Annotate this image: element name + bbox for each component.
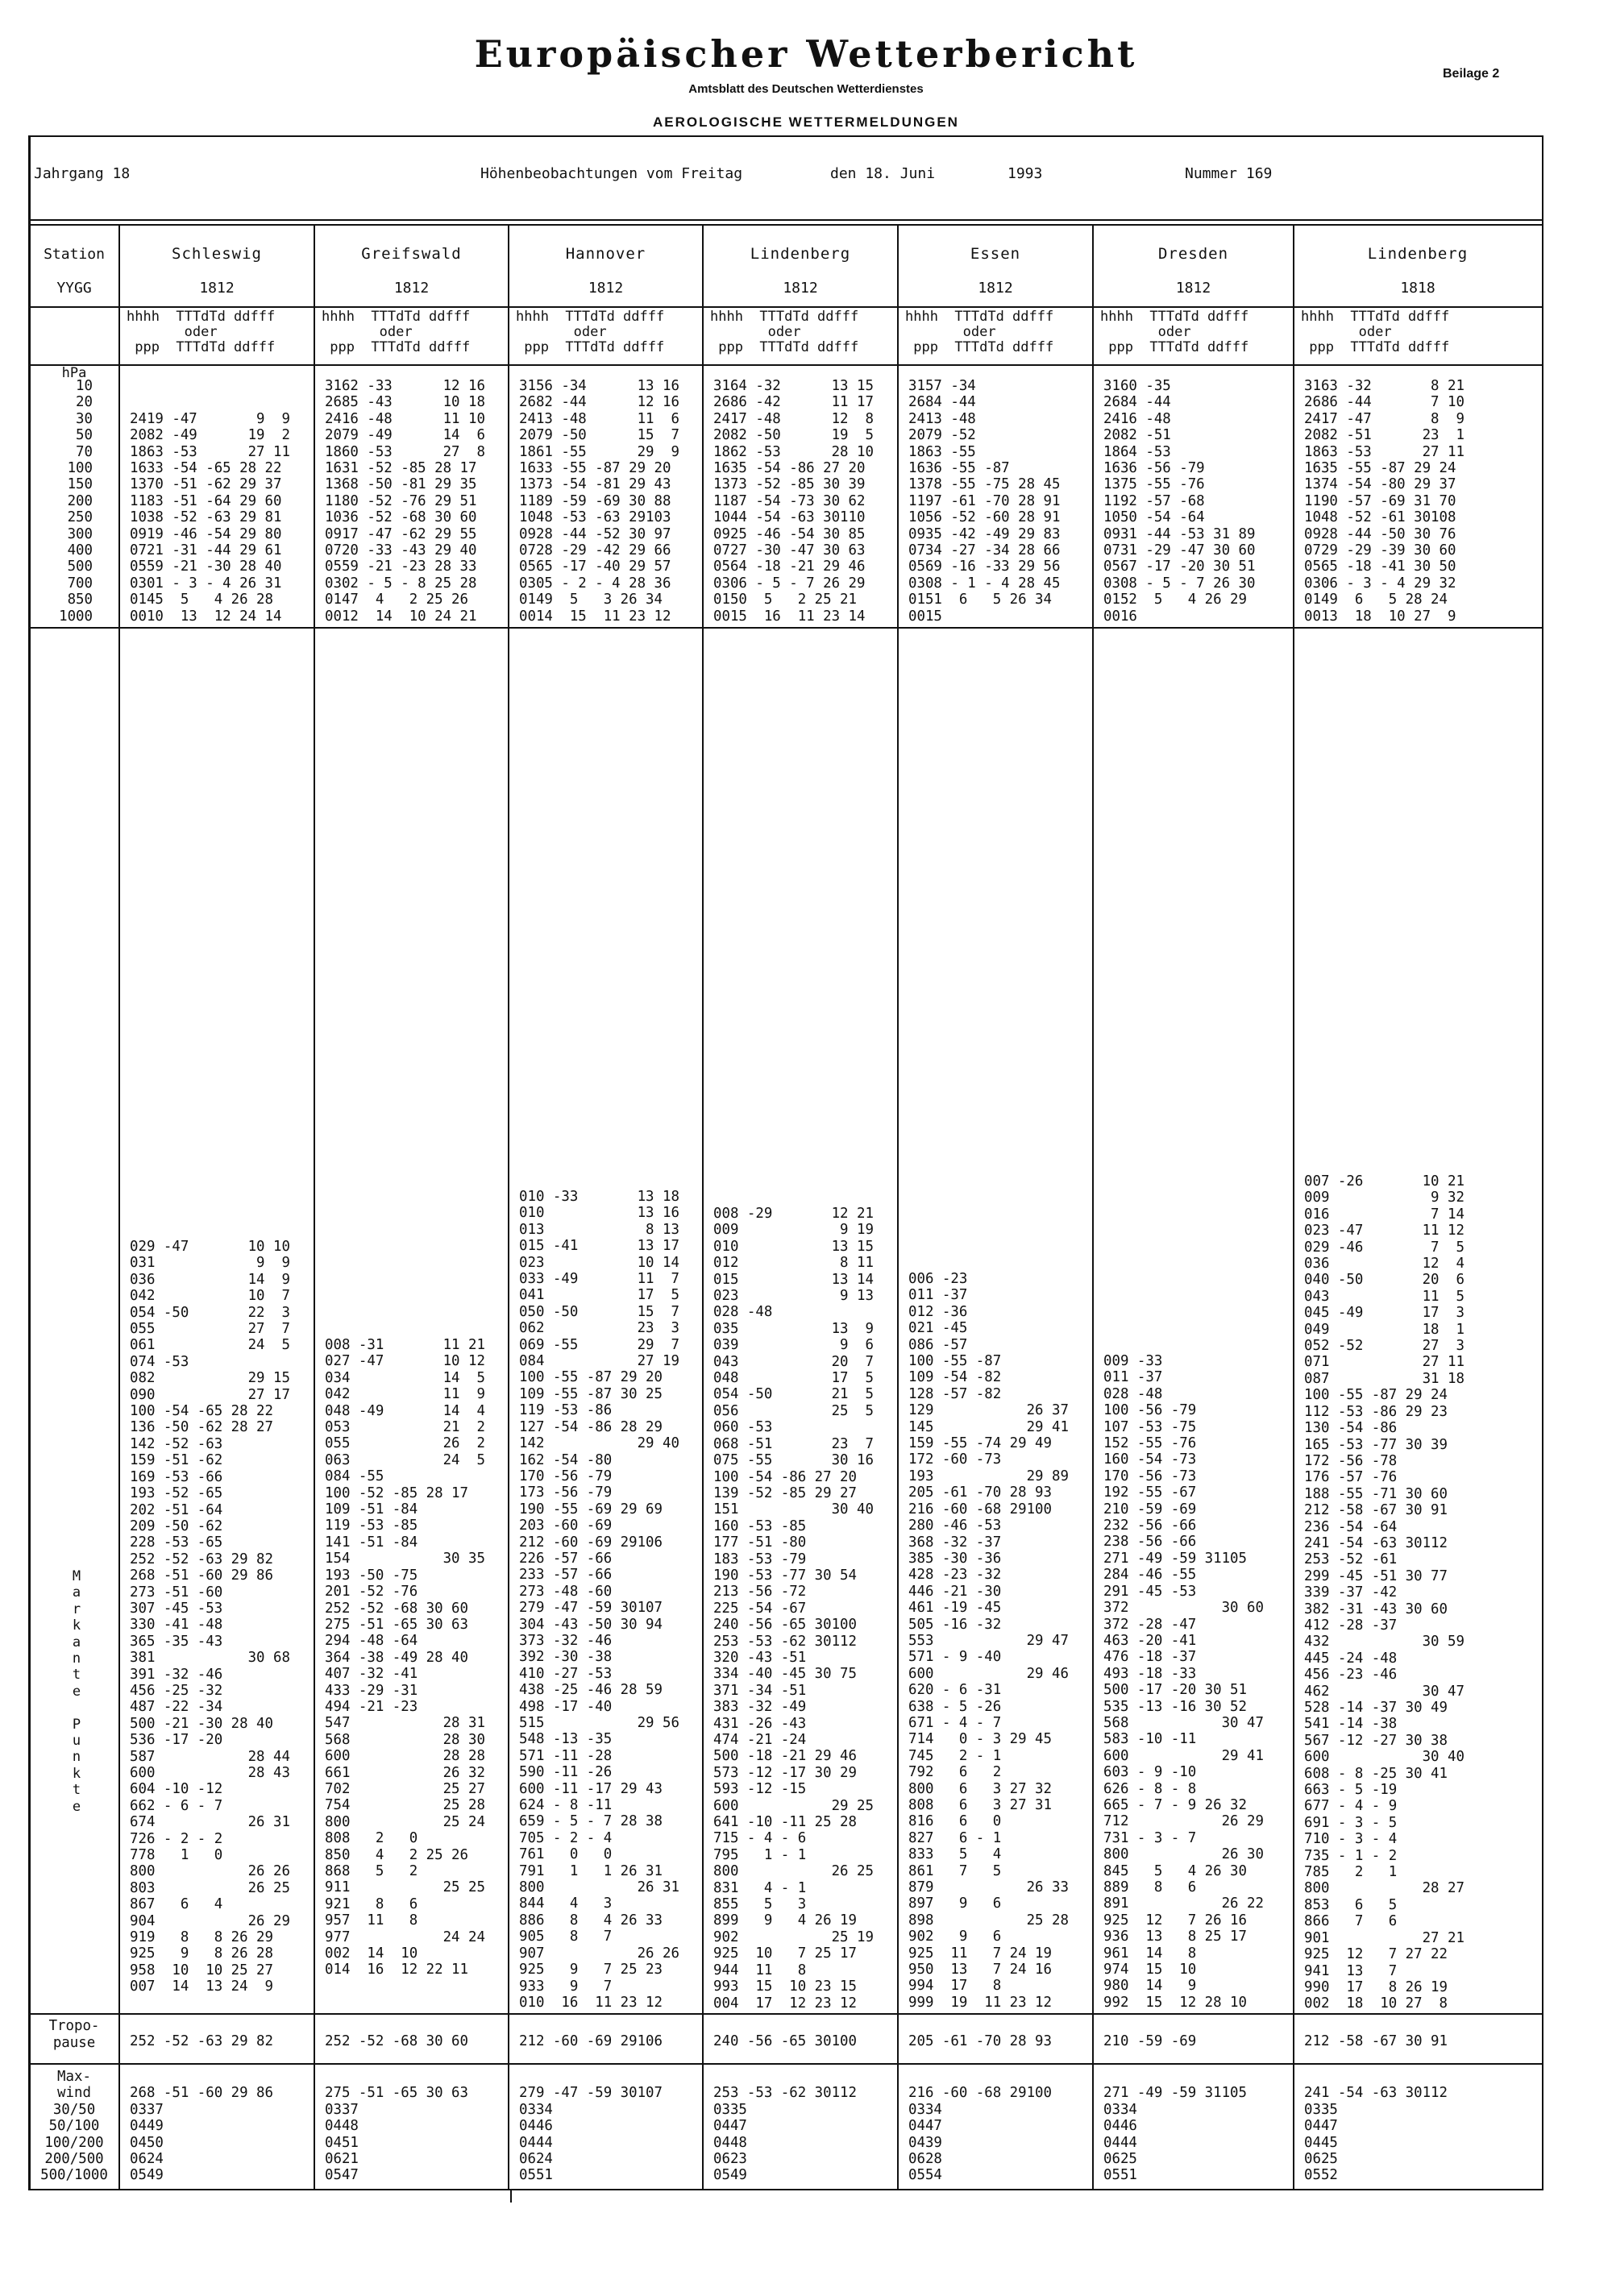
- observation-label: Höhenbeobachtungen vom Freitag: [480, 165, 743, 182]
- station-name: Dresden: [1157, 245, 1229, 263]
- rule-info: [28, 219, 1543, 221]
- col-divider-6: [1293, 224, 1294, 2190]
- tropopause-value: 210 -59 -69: [1103, 2033, 1197, 2049]
- markante-punkte-block: 006 -23 011 -37 012 -36 021 -45 086 -57 100 -55 -87 109 -54 -82 128 -57 -82 129 26 37 145 29 41 159 -55 -74 29 49 172 -60 -73 193 29 89 205 -61 -70 28 93 216 -60 -68 29100 280 -46 -53 368 -32 -37 385 -30 -36 428 -23 -32 446 -21 -30 461 -19 -45 505 -16 -32 553 29 47 571 - 9 -40 600 29 46 620 - 6 -31 638 - 5 -26 671 - 4 - 7 714 0 - 3 29 45 745 2 - 1 792 6 2 800 6 3 27 32 808 6 3 27 31 816 6 0 827 6 - 1 833 5 4 861 7 5 879 26 33 897 9 6 898 25 28 902 9 6 925 11 7 24 19 950 13 7 24 16 994 17 8 999 19 11 23 12: [908, 1271, 1069, 2011]
- station-name: Essen: [970, 245, 1021, 263]
- maxwind-block: 275 -51 -65 30 63 0337 0448 0451 0621 0547: [325, 2085, 468, 2184]
- col-divider-tail: [510, 2190, 512, 2203]
- rule-station: [28, 306, 1543, 308]
- standard-levels-block: 3162 -33 12 16 2685 -43 10 18 2416 -48 11 10 2079 -49 14 6 1860 -53 27 8 1631 -52 -85 28 17 1368 -50 -81 29 35 1180 -52 -76 29 51 1036 -52 -68 30 60 0917 -47 -62 29 55 0720 -33 -43 29 40 0559 -21 -23 28 33 0302 - 5 - 8 25 28 0147 4 2 25 26 0012 14 10 24 21: [325, 378, 485, 625]
- col-divider-0: [118, 224, 120, 2190]
- markante-punkte-block: 008 -31 11 21 027 -47 10 12 034 14 5 042 11 9 048 -49 14 4 053 21 2 055 26 2 063 24 5 084 -55 100 -52 -85 28 17 109 -51 -84 119 -53 -85 141 -51 -84 154 30 35 193 -50 -75 201 -52 -76 252 -52 -68 30 60 275 -51 -65 30 63 294 -48 -64 364 -38 -49 28 40 407 -32 -41 433 -29 -31 494 -21 -23 547 28 31 568 28 30 600 28 28 661 26 32 702 25 27 754 25 28 800 25 24 808 2 0 850 4 2 25 26 868 5 2 911 25 25 921 8 6 957 11 8 977 24 24 002 14 10 014 16 12 22 11: [325, 1337, 485, 1978]
- column-header: hhhh TTTdTd ddfff oder ppp TTTdTd ddfff: [322, 309, 471, 355]
- column-header: hhhh TTTdTd ddfff oder ppp TTTdTd ddfff: [127, 309, 276, 355]
- document-subtitle: Amtsblatt des Deutschen Wetterdienstes: [688, 82, 924, 96]
- document-title: Europäischer Wetterbericht: [474, 32, 1138, 76]
- standard-levels-block: 2419 -47 9 9 2082 -49 19 2 1863 -53 27 11 1633 -54 -65 28 22 1370 -51 -62 29 37 1183 -51 -64 29 60 1038 -52 -63 29 81 0919 -46 -54 29 80 0721 -31 -44 29 61 0559 -21 -30 28 40 0301 - 3 - 4 26 31 0145 5 4 26 28 0010 13 12 24 14: [130, 410, 290, 625]
- station-label: Station: [44, 246, 105, 263]
- col-divider-5: [1092, 224, 1094, 2190]
- col-divider-4: [897, 224, 899, 2190]
- station-yygg: 1812: [199, 280, 235, 297]
- maxwind-block: 271 -49 -59 31105 0334 0446 0444 0625 0551: [1103, 2085, 1247, 2184]
- standard-levels-block: 3156 -34 13 16 2682 -44 12 16 2413 -48 11 6 2079 -50 15 7 1861 -55 29 9 1633 -55 -87 29 20 1373 -54 -81 29 43 1189 -59 -69 30 88 1048 -53 -63 29103 0928 -44 -52 30 97 0728 -29 -42 29 66 0565 -17 -40 29 57 0305 - 2 - 4 28 36 0149 5 3 26 34 0014 15 11 23 12: [519, 378, 679, 625]
- markante-punkte-label: M a r k a n t e P u n k t e: [72, 1568, 81, 1815]
- rule-column-header: [28, 364, 1543, 366]
- station-name: Schleswig: [172, 245, 262, 263]
- station-name: Greifswald: [361, 245, 462, 263]
- station-yygg: 1812: [588, 280, 624, 297]
- jahrgang: Jahrgang 18: [34, 165, 131, 182]
- station-name: Lindenberg: [750, 245, 851, 263]
- maxwind-block: 268 -51 -60 29 86 0337 0449 0450 0624 0549: [130, 2085, 273, 2184]
- column-header: hhhh TTTdTd ddfff oder ppp TTTdTd ddfff: [905, 309, 1054, 355]
- standard-levels-block: 3164 -32 13 15 2686 -42 11 17 2417 -48 12 8 2082 -50 19 5 1862 -53 28 10 1635 -54 -86 27 20 1373 -52 -85 30 39 1187 -54 -73 30 62 1044 -54 -63 30110 0925 -46 -54 30 85 0727 -30 -47 30 63 0564 -18 -21 29 46 0306 - 5 - 7 26 29 0150 5 2 25 21 0015 16 11 23 14: [713, 378, 874, 625]
- tropopause-value: 205 -61 -70 28 93: [908, 2033, 1052, 2049]
- col-divider-3: [702, 224, 704, 2190]
- station-yygg: 1812: [393, 280, 430, 297]
- beilage-label: Beilage 2: [1443, 67, 1500, 81]
- station-name: Lindenberg: [1367, 245, 1469, 263]
- markante-punkte-block: 010 -33 13 18 010 13 16 013 8 13 015 -41 13 17 023 10 14 033 -49 11 7 041 17 5 050 -50 15 7 062 23 3 069 -55 29 7 084 27 19 100 -55 -87 29 20 109 -55 -87 30 25 119 -53 -86 127 -54 -86 28 29 142 29 40 162 -54 -80 170 -56 -79 173 -56 -79 190 -55 -69 29 69 203 -60 -69 212 -60 -69 29106 226 -57 -66 233 -57 -66 273 -48 -60 279 -47 -59 30107 304 -43 -50 30 94 373 -32 -46 392 -30 -38 410 -27 -53 438 -25 -46 28 59 498 -17 -40 515 29 56 548 -13 -35 571 -11 -28 590 -11 -26 600 -11 -17 29 43 624 - 8 -11 659 - 5 - 7 28 38 705 - 2 - 4 761 0 0 791 1 1 26 31 800 26 31 844 4 3 886 8 4 26 33 905 8 7 907 26 26 925 9 7 25 23 933 9 7 010 16 11 23 12: [519, 1189, 679, 2011]
- column-header: hhhh TTTdTd ddfff oder ppp TTTdTd ddfff: [516, 309, 665, 355]
- tropopause-value: 212 -58 -67 30 91: [1304, 2033, 1448, 2049]
- station-yygg: 1812: [783, 280, 818, 297]
- station-yygg: 1812: [978, 280, 1013, 297]
- issue-number: Nummer 169: [1185, 165, 1273, 182]
- markante-punkte-block: 009 -33 011 -37 028 -48 100 -56 -79 107 -53 -75 152 -55 -76 160 -54 -73 170 -56 -73 192 -55 -67 210 -59 -69 232 -56 -66 238 -56 -66 271 -49 -59 31105 284 -46 -55 291 -45 -53 372 30 60 372 -28 -47 463 -20 -41 476 -18 -37 493 -18 -33 500 -17 -20 30 51 535 -13 -16 30 52 568 30 47 583 -10 -11 600 29 41 603 - 9 -10 626 - 8 - 8 665 - 7 - 9 26 32 712 26 29 731 - 3 - 7 800 26 30 845 5 4 26 30 889 8 6 891 26 22 925 12 7 26 16 936 13 8 25 17 961 14 8 974 15 10 980 14 9 992 15 12 28 10: [1103, 1353, 1264, 2011]
- tropopause-value: 240 -56 -65 30100: [713, 2033, 857, 2049]
- tropopause-value: 252 -52 -68 30 60: [325, 2033, 468, 2049]
- standard-levels-block: 3160 -35 2684 -44 2416 -48 2082 -51 1864 -53 1636 -56 -79 1375 -55 -76 1192 -57 -68 1050 -54 -64 0931 -44 -53 31 89 0731 -29 -47 30 60 0567 -17 -20 30 51 0308 - 5 - 7 26 30 0152 5 4 26 29 0016: [1103, 378, 1256, 625]
- rule-tropopause: [28, 2063, 1543, 2065]
- col-divider-1: [314, 224, 315, 2190]
- observation-year: 1993: [1008, 165, 1043, 182]
- maxwind-block: 253 -53 -62 30112 0335 0447 0448 0623 0549: [713, 2085, 857, 2184]
- maxwind-block: 241 -54 -63 30112 0335 0447 0445 0625 0552: [1304, 2085, 1448, 2184]
- tropopause-label: Tropo- pause: [48, 2018, 100, 2051]
- tropopause-value: 252 -52 -63 29 82: [130, 2033, 273, 2049]
- rule-info-2: [28, 224, 1543, 226]
- station-name: Hannover: [565, 245, 646, 263]
- maxwind-block: 279 -47 -59 30107 0334 0446 0444 0624 0551: [519, 2085, 663, 2184]
- standard-levels-block: 3157 -34 2684 -44 2413 -48 2079 -52 1863 -55 1636 -55 -87 1378 -55 -75 28 45 1197 -61 -70 28 91 1056 -52 -60 28 91 0935 -42 -49 29 83 0734 -27 -34 28 66 0569 -16 -33 29 56 0308 - 1 - 4 28 45 0151 6 5 26 34 0015: [908, 378, 1061, 625]
- pressure-levels: 10 20 30 50 70 100 150 200 250 300 400 500 700 850 1000: [59, 378, 93, 625]
- markante-punkte-block: 008 -29 12 21 009 9 19 010 13 15 012 8 11 015 13 14 023 9 13 028 -48 035 13 9 039 9 6 043 20 7 048 17 5 054 -50 21 5 056 25 5 060 -53 068 -51 23 7 075 -55 30 16 100 -54 -86 27 20 139 -52 -85 29 27 151 30 40 160 -53 -85 177 -51 -80 183 -53 -79 190 -53 -77 30 54 213 -56 -72 225 -54 -67 240 -56 -65 30100 253 -53 -62 30112 320 -43 -51 334 -40 -45 30 75 371 -34 -51 383 -32 -49 431 -26 -43 474 -21 -24 500 -18 -21 29 46 573 -12 -17 30 29 593 -12 -15 600 29 25 641 -10 -11 25 28 715 - 4 - 6 795 1 - 1 800 26 25 831 4 - 1 855 5 3 899 9 4 26 19 902 25 19 925 10 7 25 17 944 11 8 993 15 10 23 15 004 17 12 23 12: [713, 1206, 874, 2012]
- markante-punkte-block: 007 -26 10 21 009 9 32 016 7 14 023 -47 11 12 029 -46 7 5 036 12 4 040 -50 20 6 043 11 5 045 -49 17 3 049 18 1 052 -52 27 3 071 27 11 087 31 18 100 -55 -87 29 24 112 -53 -86 29 23 130 -54 -86 165 -53 -77 30 39 172 -56 -78 176 -57 -76 188 -55 -71 30 60 212 -58 -67 30 91 236 -54 -64 241 -54 -63 30112 253 -52 -61 299 -45 -51 30 77 339 -37 -42 382 -31 -43 30 60 412 -28 -37 432 30 59 445 -24 -48 456 -23 -46 462 30 47 528 -14 -37 30 49 541 -14 -38 567 -12 -27 30 38 600 30 40 608 - 8 -25 30 41 663 - 5 -19 677 - 4 - 9 691 - 3 - 5 710 - 3 - 4 735 - 1 - 2 785 2 1 800 28 27 853 6 5 866 7 6 901 27 21 925 12 7 27 22 941 13 7 990 17 8 26 19 002 18 10 27 8: [1304, 1173, 1465, 2012]
- yygg-label: YYGG: [56, 280, 92, 297]
- maxwind-block: 216 -60 -68 29100 0334 0447 0439 0628 0554: [908, 2085, 1052, 2184]
- column-header: hhhh TTTdTd ddfff oder ppp TTTdTd ddfff: [710, 309, 859, 355]
- station-yygg: 1818: [1400, 280, 1435, 297]
- maxwind-label: Max- wind 30/50 50/100 100/200 200/500 500/1000: [40, 2069, 108, 2184]
- standard-levels-block: 3163 -32 8 21 2686 -44 7 10 2417 -47 8 9 2082 -51 23 1 1863 -53 27 11 1635 -55 -87 29 24 1374 -54 -80 29 37 1190 -57 -69 31 70 1048 -52 -61 30108 0928 -44 -50 30 76 0729 -29 -39 30 60 0565 -18 -41 30 50 0306 - 3 - 4 29 32 0149 6 5 28 24 0013 18 10 27 9: [1304, 378, 1465, 625]
- station-yygg: 1812: [1175, 280, 1211, 297]
- tropopause-value: 212 -60 -69 29106: [519, 2033, 663, 2049]
- section-heading: AEROLOGISCHE WETTERMELDUNGEN: [653, 114, 959, 130]
- rule-standard-levels: [28, 627, 1543, 629]
- column-header: hhhh TTTdTd ddfff oder ppp TTTdTd ddfff: [1301, 309, 1450, 355]
- col-divider-2: [508, 224, 509, 2190]
- observation-date: den 18. Juni: [830, 165, 936, 182]
- rule-markante: [28, 2013, 1543, 2015]
- markante-punkte-block: 029 -47 10 10 031 9 9 036 14 9 042 10 7 054 -50 22 3 055 27 7 061 24 5 074 -53 082 29 15 090 27 17 100 -54 -65 28 22 136 -50 -62 28 27 142 -52 -63 159 -51 -62 169 -53 -66 193 -52 -65 202 -51 -64 209 -50 -62 228 -53 -65 252 -52 -63 29 82 268 -51 -60 29 86 273 -51 -60 307 -45 -53 330 -41 -48 365 -35 -43 381 30 68 391 -32 -46 456 -25 -32 487 -22 -34 500 -21 -30 28 40 536 -17 -20 587 28 44 600 28 43 604 -10 -12 662 - 6 - 7 674 26 31 726 - 2 - 2 778 1 0 800 26 26 803 26 25 867 6 4 904 26 29 919 8 8 26 29 925 9 8 26 28 958 10 10 25 27 007 14 13 24 9: [130, 1239, 290, 1995]
- hpa-label: hPa: [61, 365, 87, 381]
- column-header: hhhh TTTdTd ddfff oder ppp TTTdTd ddfff: [1100, 309, 1249, 355]
